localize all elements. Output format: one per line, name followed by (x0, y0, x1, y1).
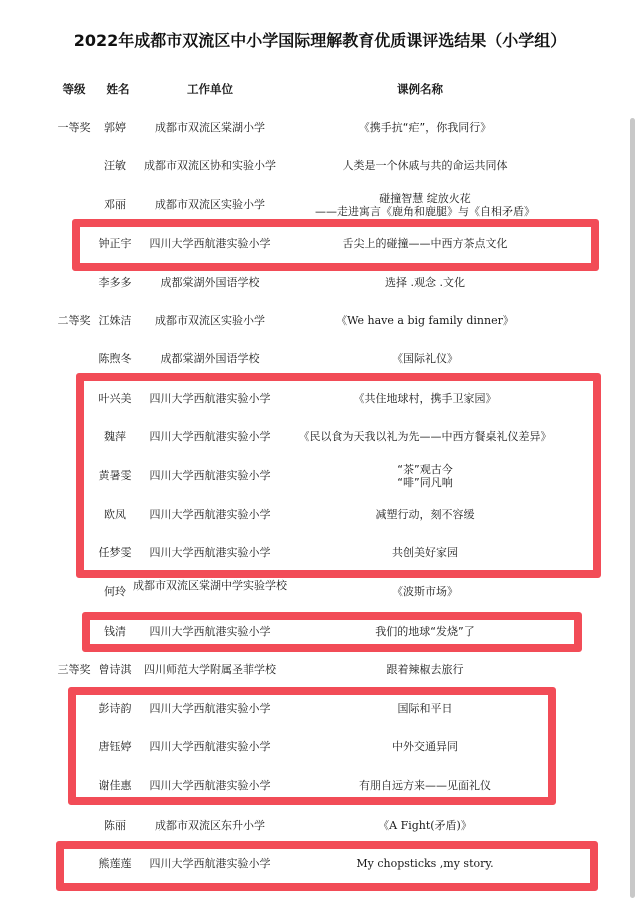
teacher-name: 何玲 (104, 585, 126, 598)
work-unit: 四川大学西航港实验小学 (149, 702, 271, 715)
teacher-name: 钟正宇 (98, 237, 132, 250)
course-title: 选择 .观念 .文化 (385, 276, 465, 289)
teacher-name: 魏萍 (104, 430, 126, 443)
work-unit: 成都棠湖外国语学校 (160, 276, 260, 289)
award-level: 一等奖 (57, 121, 91, 134)
course-title-line2: “啡”同凡响 (397, 476, 453, 489)
course-title: 人类是一个休戚与共的命运共同体 (342, 159, 508, 172)
work-unit: 成都市双流区东升小学 (155, 819, 265, 832)
course-title: 《波斯市场》 (392, 585, 458, 598)
teacher-name: 欧凤 (104, 508, 126, 521)
course-title: 《A Fight(矛盾)》 (378, 819, 472, 832)
highlight-box-1 (72, 219, 599, 271)
course-title: 共创美好家园 (392, 546, 458, 559)
course-title: 碰撞智慧 绽放火花 (379, 192, 471, 205)
teacher-name: 唐钰婷 (98, 740, 132, 753)
teacher-name: 汪敏 (104, 159, 126, 172)
teacher-name: 陈煦冬 (98, 352, 132, 365)
teacher-name: 郭婷 (104, 121, 126, 134)
course-title: 跟着辣椒去旅行 (386, 663, 464, 676)
highlight-box-4 (68, 687, 556, 805)
header-unit: 工作单位 (187, 82, 233, 96)
work-unit: 四川大学西航港实验小学 (149, 625, 271, 638)
teacher-name: 陈丽 (104, 819, 126, 832)
work-unit: 成都市双流区棠湖中学实验学校 (133, 579, 287, 592)
course-title: 《携手抗“疟”，你我同行》 (358, 121, 492, 134)
work-unit: 成都市双流区实验小学 (155, 198, 265, 211)
work-unit: 四川大学西航港实验小学 (149, 740, 271, 753)
course-title: 《国际礼仪》 (392, 352, 458, 365)
course-title: 国际和平日 (397, 702, 453, 715)
course-title: 减塑行动，刻不容缓 (375, 508, 475, 521)
course-title-line2: ——走进寓言《鹿角和鹿腿》与《自相矛盾》 (315, 205, 535, 218)
teacher-name: 曾诗淇 (98, 663, 132, 676)
work-unit: 成都市双流区棠湖小学 (155, 121, 265, 134)
work-unit: 四川大学西航港实验小学 (149, 469, 271, 482)
work-unit: 成都棠湖外国语学校 (160, 352, 260, 365)
course-title: 《共住地球村，携手卫家园》 (353, 392, 497, 405)
work-unit: 四川大学西航港实验小学 (149, 430, 271, 443)
work-unit: 四川大学西航港实验小学 (149, 508, 271, 521)
teacher-name: 江姝洁 (98, 314, 132, 327)
award-level: 二等奖 (57, 314, 91, 327)
teacher-name: 彭诗韵 (98, 702, 132, 715)
highlight-box-5 (56, 841, 598, 891)
course-title: 我们的地球“发烧”了 (375, 625, 475, 638)
teacher-name: 熊莲莲 (98, 857, 132, 870)
work-unit: 四川大学西航港实验小学 (149, 392, 271, 405)
header-name: 姓名 (106, 82, 130, 96)
teacher-name: 任梦雯 (98, 546, 132, 559)
course-title: My chopsticks ,my story. (356, 857, 494, 870)
teacher-name: 李多多 (98, 276, 132, 289)
course-title: “茶”观古今 (397, 463, 453, 476)
course-title: 舌尖上的碰撞——中西方茶点文化 (342, 237, 508, 250)
vertical-scrollbar[interactable] (630, 118, 635, 898)
work-unit: 四川大学西航港实验小学 (149, 857, 271, 870)
course-title: 有朋自远方来——见面礼仪 (359, 779, 491, 792)
teacher-name: 叶兴美 (98, 392, 132, 405)
header-level: 等级 (62, 82, 86, 96)
highlight-box-3 (82, 612, 582, 652)
work-unit: 四川大学西航港实验小学 (149, 546, 271, 559)
course-title: 《民以食为天我以礼为先——中西方餐桌礼仪差异》 (298, 430, 552, 443)
work-unit: 四川师范大学附属圣菲学校 (144, 663, 276, 676)
course-title: 中外交通异同 (392, 740, 458, 753)
teacher-name: 黄暑雯 (98, 469, 132, 482)
header-course: 课例名称 (397, 82, 443, 96)
work-unit: 成都市双流区协和实验小学 (144, 159, 276, 172)
teacher-name: 邓丽 (104, 198, 126, 211)
work-unit: 四川大学西航港实验小学 (149, 779, 271, 792)
highlight-box-2 (76, 373, 601, 578)
document-title: 2022年成都市双流区中小学国际理解教育优质课评选结果（小学组） (73, 31, 567, 50)
work-unit: 四川大学西航港实验小学 (149, 237, 271, 250)
teacher-name: 谢佳惠 (98, 779, 132, 792)
course-title: 《We have a big family dinner》 (336, 314, 514, 327)
teacher-name: 钱清 (104, 625, 126, 638)
award-level: 三等奖 (57, 663, 91, 676)
work-unit: 成都市双流区实验小学 (155, 314, 265, 327)
